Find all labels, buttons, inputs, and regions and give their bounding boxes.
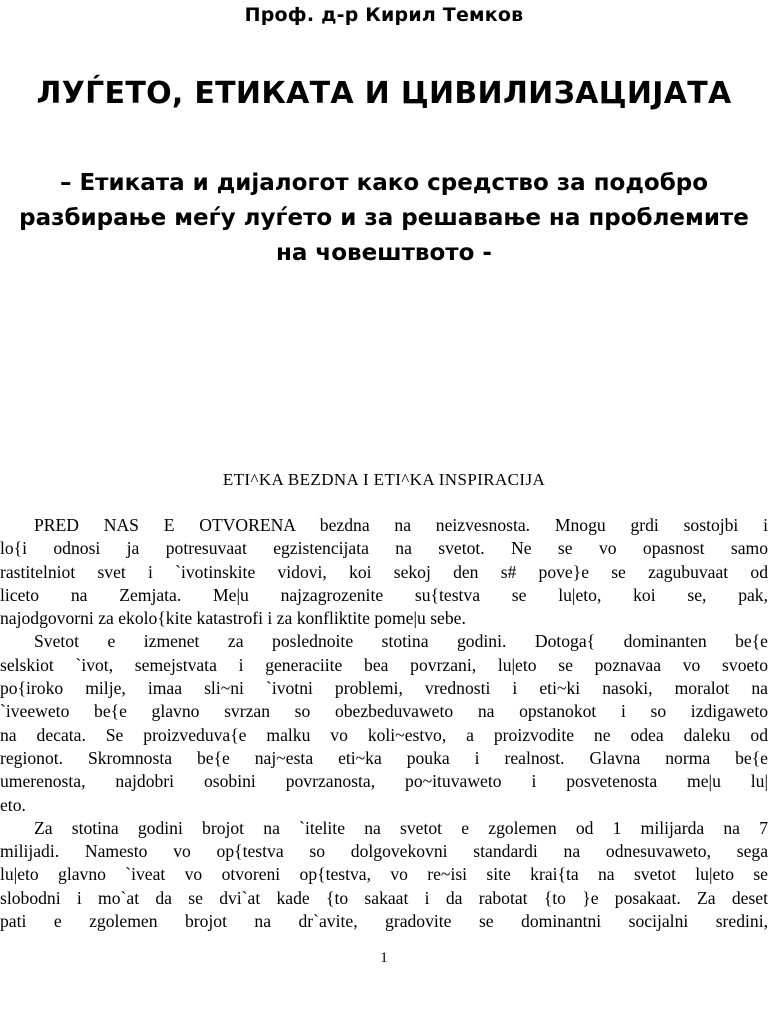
text-line: lo{i odnosi ja potresuvaat egzistencijata na svetot. Ne se vo opasnost samo — [0, 538, 768, 559]
text-line: rastitelniot svet i `ivotinskite vidovi, koi sekoj den s# pove}e se zagubuvaat od — [0, 561, 768, 582]
text-line: lu|eto glavno `iveat vo otvoreni op{testva, vo re~isi site krai{ta na svetot lu|eto se — [0, 864, 768, 885]
text-line: na decata. Se proizveduva{e malku vo koli~estvo, a proizvodite ne odea daleku od — [0, 724, 768, 745]
subtitle-line: разбирање меѓу луѓето и за решавање на проблемите — [19, 205, 749, 231]
paragraph — [0, 514, 768, 630]
text-line: Za stotina godini brojot na `itelite na svetot e zgolemen od 1 milijarda na 7 — [34, 817, 768, 838]
text-line: pati e zgolemen brojot na dr`avite, gradovite se dominantni socijalni sredini, — [0, 911, 768, 932]
subtitle-line: – Етиката и дијалогот како средство за подобро — [59, 170, 709, 196]
body-text — [0, 514, 768, 933]
section-heading: ETI^KA BEZDNA I ETI^KA INSPIRACIJA — [222, 470, 546, 489]
text-line: `iveeweto be{e glavno svrzan so obezbeduvaweto na opstanokot i so izdigaweto — [0, 701, 768, 722]
document-subtitle — [0, 166, 768, 271]
document-title: ЛУЃЕТО, ЕТИКАТА И ЦИВИЛИЗАЦИЈАТА — [36, 76, 732, 111]
text-line: regionot. Skromnosta be{e naj~esta eti~ka pouka i realnost. Glavna norma be{e — [0, 747, 768, 768]
text-line: Svetot e izmenet za poslednoite stotina godini. Dotoga{ dominanten be{e — [34, 631, 768, 652]
text-line: PRED NAS E OTVORENA bezdna na neizvesnosta. Mnogu grdi sostojbi i — [34, 515, 768, 535]
text-line: po{iroko milje, imaa sli~ni `ivotni problemi, vrednosti i eti~ki nasoki, moralot na — [0, 678, 768, 699]
page-number: 1 — [380, 950, 388, 966]
text-line: slobodni i mo`at da se dvi`at kade {to sakaat i da rabotat {to }e posakaat. Za deset — [0, 887, 768, 908]
text-line: umerenosta, najdobri osobini povrzanosta, po~ituvaweto i posvetenosta me|u lu| — [0, 771, 768, 792]
text-line: liceto na Zemjata. Me|u najzagrozenite su{testva se lu|eto, koi se, pak, — [0, 584, 768, 605]
text-line: eto. — [0, 794, 26, 815]
subtitle-line: на човештвото - — [276, 240, 492, 266]
paragraph — [0, 630, 768, 816]
author-name: Проф. д-р Кирил Темков — [244, 4, 524, 26]
text-line: milijadi. Namesto vo op{testva so dolgovekovni standardi na odnesuvaweto, sega — [0, 841, 768, 862]
text-line: najodgovorni za ekolo{kite katastrofi i za konfliktite pome|u sebe. — [0, 608, 466, 629]
paragraph — [0, 817, 768, 933]
text-line: selskiot `ivot, semejstvata i generaciite bea povrzani, lu|eto se poznavaa vo svoeto — [0, 654, 768, 675]
